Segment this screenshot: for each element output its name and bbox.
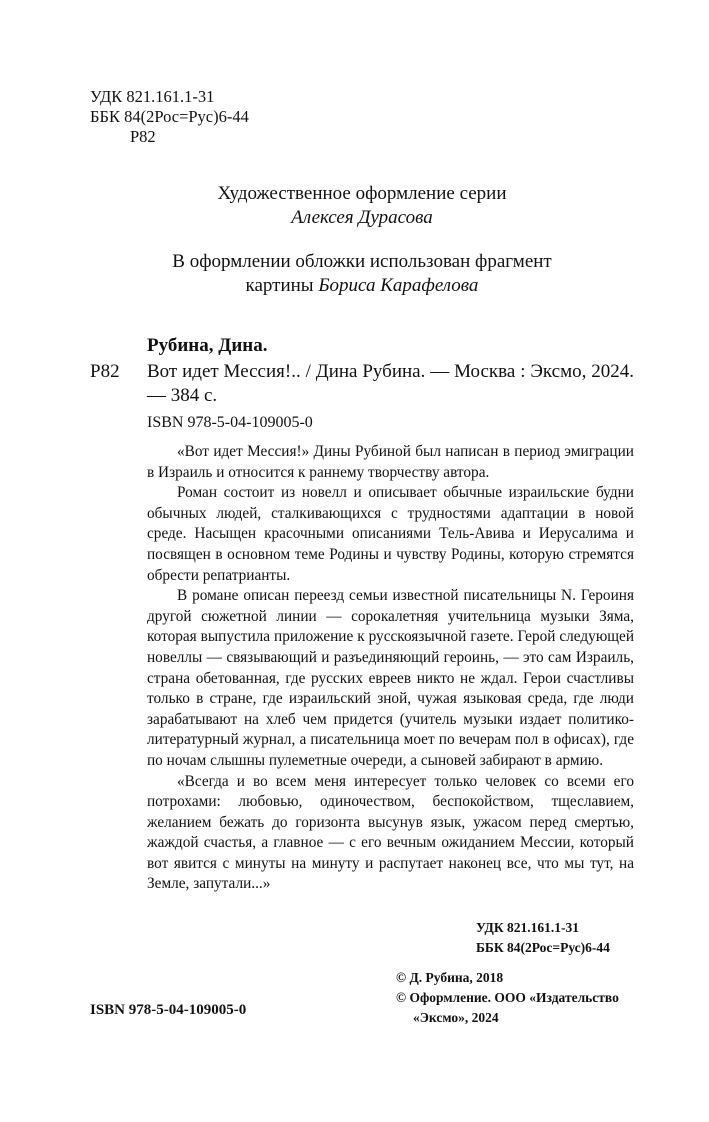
classification-block bbox=[90, 87, 249, 147]
copyright-author: © Д. Рубина, 2018 bbox=[396, 970, 504, 985]
footer-classification bbox=[476, 918, 610, 958]
record-isbn: ISBN 978-5-04-109005-0 bbox=[147, 414, 313, 431]
annotation-paragraph: «Всегда и во всем меня интересует только человек со всеми его потрохами: любовью, одиночеством, беспокойством, тщеславием, желанием бежать до горизонта высунув язык, ужасом перед смертью, жаждой счастья, а главное — с его вечным ожиданием Мессии, который вот явится с минуты на минуту и распутает наконец все, что мы тут, на Земле, запутали...» bbox=[147, 772, 634, 893]
bbk-code: ББК 84(2Рос=Рус)6-44 bbox=[90, 107, 249, 126]
copyright-block bbox=[396, 968, 619, 1028]
author-mark: Р82 bbox=[130, 127, 156, 146]
annotation-paragraph: Роман состоит из новелл и описывает обычные израильские будни обычных людей, сталкивающихся с трудностями адаптации в новой среде. Насыщен красочными описаниями Тель-Авива и Иерусалима и посвящен в основном теме Родины и чувству Родины, которую стремятся обрести репатрианты. bbox=[147, 484, 634, 584]
copyright-design: © Оформление. ООО «Издательство bbox=[396, 990, 619, 1005]
footer-udk: УДК 821.161.1-31 bbox=[476, 920, 579, 935]
cover-design-credit bbox=[90, 250, 634, 298]
cover-design-label: В оформлении обложки использован фрагмент bbox=[172, 251, 552, 272]
series-design-credit bbox=[90, 182, 634, 230]
record-code: Р82 bbox=[90, 361, 120, 382]
annotation-paragraph: «Вот идет Мессия!» Дины Рубиной был написан в период эмиграции в Израиль и относится к раннему творчеству автора. bbox=[147, 443, 634, 481]
udk-code: УДК 821.161.1-31 bbox=[90, 87, 215, 106]
cover-design-artist: Бориса Карафелова bbox=[318, 275, 479, 296]
annotation-paragraph: В романе описан переезд семьи известной писательницы N. Героиня другой сюжетной линии — сорокалетняя учительница музыки Зяма, которая выпустила приложение к русскоязычной газете. Герой следующей новеллы — связывающий и разъединяющий героинь, — это сам Израиль, страна обетованная, где русских евреев никто не ждал. Герои счастливы только в стране, где израильский зной, чужая языковая среда, где люди зарабатывают на хлеб чем придется (учитель музыки издает политико-литературный журнал, а писательница моет по вечерам пол в офисах), где по ночам слышны пулеметные очереди, а сыновей забирают в армию. bbox=[147, 587, 634, 769]
record-description: Вот идет Мессия!.. / Дина Рубина. — Москва : Эксмо, 2024. — 384 с. bbox=[147, 361, 634, 406]
record-author: Рубина, Дина. bbox=[147, 335, 268, 356]
series-design-label: Художественное оформление серии bbox=[217, 183, 507, 204]
series-design-artist: Алексея Дурасова bbox=[291, 207, 433, 228]
footer-isbn: ISBN 978-5-04-109005-0 bbox=[90, 1002, 247, 1018]
footer-bbk: ББК 84(2Рос=Рус)6-44 bbox=[476, 940, 610, 955]
annotation bbox=[147, 442, 634, 895]
cover-design-prefix: картины bbox=[245, 275, 314, 296]
copyright-design-cont: «Эксмо», 2024 bbox=[413, 1010, 499, 1025]
